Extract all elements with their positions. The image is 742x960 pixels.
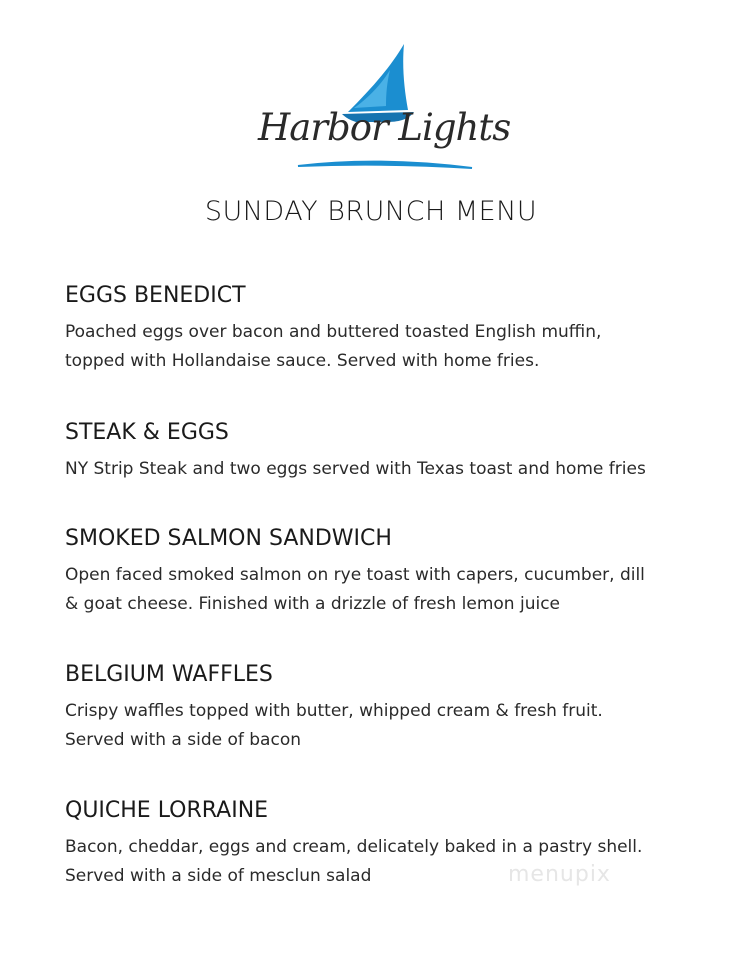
menu-item bbox=[65, 280, 725, 376]
harbor-lights-logo bbox=[258, 40, 511, 180]
item-name: EGGS BENEDICT bbox=[65, 283, 246, 308]
item-name: BELGIUM WAFFLES bbox=[65, 662, 273, 687]
item-description bbox=[65, 318, 725, 376]
menu-item bbox=[65, 523, 725, 619]
menu-title: SUNDAY BRUNCH MENU bbox=[204, 196, 538, 227]
item-description-line: NY Strip Steak and two eggs served with Texas toast and home fries bbox=[65, 459, 646, 479]
item-description-line: topped with Hollandaise sauce. Served with home fries. bbox=[65, 351, 540, 371]
watermark: menupix bbox=[508, 862, 611, 887]
item-description-line: Open faced smoked salmon on rye toast with capers, cucumber, dill bbox=[65, 565, 645, 585]
item-name: STEAK & EGGS bbox=[65, 420, 229, 445]
item-description-line: Served with a side of bacon bbox=[65, 730, 301, 750]
menu-item bbox=[65, 659, 725, 755]
menu-item bbox=[65, 417, 725, 484]
item-description bbox=[65, 455, 725, 484]
item-name: SMOKED SALMON SANDWICH bbox=[65, 526, 392, 551]
item-description-line: Served with a side of mesclun salad bbox=[65, 866, 372, 886]
item-description-line: Poached eggs over bacon and buttered toasted English muffin, bbox=[65, 322, 602, 342]
item-description bbox=[65, 561, 725, 619]
item-name: QUICHE LORRAINE bbox=[65, 798, 269, 823]
item-description-line: Bacon, cheddar, eggs and cream, delicately baked in a pastry shell. bbox=[65, 837, 643, 857]
item-description-line: & goat cheese. Finished with a drizzle of fresh lemon juice bbox=[65, 594, 561, 614]
logo-wordmark: Harbor Lights bbox=[258, 106, 511, 149]
item-description bbox=[65, 697, 725, 755]
item-description bbox=[65, 833, 725, 891]
menu-item bbox=[65, 795, 725, 891]
item-description-line: Crispy waffles topped with butter, whipped cream & fresh fruit. bbox=[65, 701, 603, 721]
